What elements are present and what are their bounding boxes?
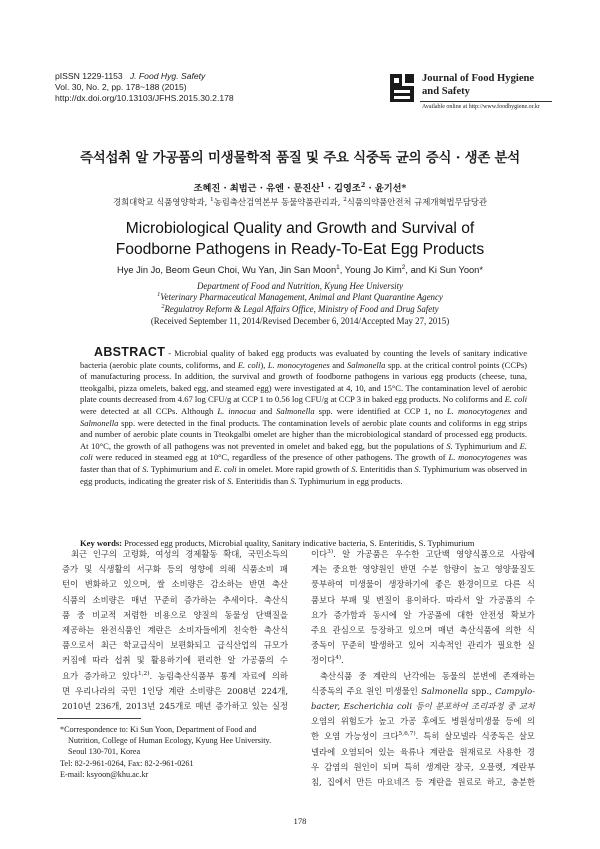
body-line: 침, 집에서 만든 마요네즈 등 계란을 원료로 하고, 충분한 [311, 777, 535, 788]
abstract-segment: Typhimurium and [148, 463, 215, 474]
abstract-segment: was faster than that of [80, 452, 527, 474]
keywords-text: Processed egg products, Microbial quality, Sanitary indicative bacteria, S. Enteritidis, S. Typhimurium [122, 538, 475, 548]
keywords-label: Key words: [80, 538, 123, 548]
doi-link[interactable]: http://dx.doi.org/10.13103/JFHS.2015.30.2.178 [55, 93, 234, 103]
abstract-segment: in omelet. More rapid growth of [236, 463, 352, 474]
abstract-segment: Enteritidis than [233, 475, 291, 486]
email-link[interactable]: E-mail: ksyoon@khu.ac.kr [60, 769, 149, 779]
abstract-segment: S. [290, 475, 297, 486]
abstract-segment: - Microbial quality of baked egg products was evaluated by counting the levels of sanitary indicative bacteria (aerobic plate counts, coliforms, and [80, 348, 527, 370]
abstract-segment: Salmonella [347, 359, 386, 370]
authors-korean: 조혜진 · 최범근 · 유엔 · 문진산$^1$ · 김영조$^2$ · 윤기선* [193, 180, 407, 194]
journal-meta [55, 71, 234, 104]
abstract-segment: and [255, 405, 277, 416]
body-line: 최근 인구의 고령화, 여성의 경제활동 확대, 국민소득의 [71, 549, 288, 559]
issn: pISSN 1229-1153 [55, 71, 123, 81]
body-line: 품 중 비교적 저렴한 비용으로 양질의 동물성 단백질을 [62, 609, 288, 620]
abstract-segment: Salmonella [80, 417, 119, 428]
abstract-segment: E. coli [504, 394, 528, 405]
abstract-label: ABSTRACT [94, 345, 166, 359]
abstract-segment: E. coli [214, 463, 237, 474]
body-line: 이다$^{3)}$. 알 가공품은 우수한 고단백 영양식품으로 사람에 [311, 549, 535, 559]
body-line: 주요 관심으로 등장하고 있으며 매년 축산식품에 의한 식 [311, 625, 535, 636]
abstract-segment: L. monocytogenes [267, 359, 330, 370]
affiliation-english-dept: Department of Food and Nutrition, Kyung Hee University [196, 281, 404, 291]
body-line: 중독이 꾸준히 발생하고 있어 지속적인 관리가 필요한 실 [311, 640, 535, 651]
body-right-column [311, 547, 535, 790]
body-line: 커짐에 따라 섭취 및 활용하기에 편리한 알 가공품의 수 [62, 655, 288, 666]
abstract-segment: ), [260, 359, 268, 370]
body-left-column [62, 547, 288, 714]
body-line: 요가 증가하고 있다$^{1,2)}$. 농림축산식품부 통계 자료에 의하 [62, 670, 288, 681]
abstract-segment: and [510, 405, 527, 416]
abstract-segment: and [329, 359, 347, 370]
body-line: 식품의 소비량은 매년 꾸준히 증가하는 추세이다. 축산식 [62, 594, 288, 605]
abstract-segment: spp. were identified at CCP 1, no [314, 405, 448, 416]
abstract-segment: L. monocytogenes [447, 405, 511, 416]
abstract-segment: S. [414, 463, 421, 474]
body-line: 제공하는 완전식품인 계란은 소비자들에게 친숙한 축산식 [62, 625, 288, 636]
body-line: 넬라에 오염되어 있는 육류나 계란을 원재료로 사용한 경 [311, 746, 535, 757]
body-line: 풍부하여 미생물이 생장하기에 좋은 환경이므로 다른 식 [311, 579, 535, 590]
body-line: 품으로서 최근 학교급식이 보편화되고 급식산업의 규모가 [62, 640, 288, 651]
volume-line: Vol. 30, No. 2, pp. 178~188 (2015) [55, 82, 187, 92]
abstract-segment: Salmonella [276, 405, 315, 416]
journal-abbrev: J. Food Hyg. Safety [129, 71, 206, 81]
affiliation-english-2: $^2$Regulatroy Reform & Legal Affairs Office, Ministry of Food and Drug Safety [161, 303, 439, 314]
body-line: 우 감염의 원인이 되며 특히 생계란 장국, 오믈렛, 계란부 [311, 761, 535, 772]
abstract-segment: Typhimurium in egg products. [296, 475, 403, 486]
correspondence-footnote: *Correspondence to: Ki Sun Yoon, Department of Food and Nutrition, College of Human Ecology, Kyung Hee University. Seoul 130-701, Korea Tel: 82-2-961-0264, Fax: 82-2-961-0261 E-mail: ksyoon@khu.ac.kr [60, 724, 288, 780]
abstract-segment: L. monocytogenes [448, 452, 511, 463]
abstract-segment: were detected at all CCPs. Although [80, 405, 218, 416]
body-line: 오염의 위험도가 높고 가공 후에도 병원성미생물 등에 의 [311, 716, 535, 727]
abstract-segment: Typhimurium and [452, 440, 520, 451]
abstract-segment: S. [227, 475, 234, 486]
authors-english: Hye Jin Jo, Beom Geun Choi, Wu Yan, Jin San Moon$^1$, Young Jo Kim$^2$, and Ki Sun Yoon* [117, 263, 483, 275]
title-korean: 즉석섭취 알 가공품의 미생물학적 품질 및 주요 식중독 균의 증식 · 생존 분석 [79, 150, 521, 166]
body-line: bacter, Escherichia coli 등이 분포하여 조리과정 중 교차 [311, 701, 535, 712]
received-dates: (Received September 11, 2014/Revised December 6, 2014/Accepted May 27, 2015) [150, 316, 450, 326]
body-line: 게는 중요한 영양원인 반면 수분 함량이 높고 영양물질도 [311, 564, 535, 575]
abstract-segment: S. [142, 463, 149, 474]
abstract-segment: spp. at the critical control points (CCPs) of manufacturing process. In addition, the survival and growth of foodborne pathogens in various egg products (cheese, tuna, tteokgalbi, pizza omelets, baked egg, and steamed egg) were investigated at 4, 10, and 15°C. The contamination level of aerobic plate counts decreased from 4.67 log CFU/g at CCP 1 to 0.56 log CFU/g at CCP 3 in baked egg products. No coliforms and [80, 359, 527, 405]
abstract-segment: were reduced in steamed egg at 10°C, regardless of the presence of other pathogens. The growth of [92, 452, 449, 463]
footnote-divider [57, 718, 141, 719]
abstract-segment: spp. were detected in the final products. The contamination levels of aerobic plate counts and coliforms in egg strips and number of aerobic plate counts in Tteokgalbi omelet are higher than the microbiological standard of processed egg products. At 10°C, the growth of all pathogens was not prevented in omelet and baked egg, but the populations of [80, 417, 527, 451]
logo-divider [420, 101, 552, 102]
body-line: 정이다$^{4)}$. [311, 655, 344, 666]
title-english-line2: Foodborne Pathogens in Ready-To-Eat Egg Products [115, 241, 485, 258]
journal-logo-text: Journal of Food Hygiene and Safety [422, 73, 535, 97]
body-line: 요가 증가함과 동시에 알 가공품에 대한 안전성 확보가 [311, 609, 535, 620]
body-line: 품보다 부패 및 변질이 용이하다. 따라서 알 가공품의 수 [311, 594, 535, 605]
abstract-body [80, 348, 527, 486]
body-line: 2010년 236개, 2013년 245개로 매년 증가하고 있는 실정 [62, 701, 288, 712]
affiliation-korean: 경희대학교 식품영양학과, $^1$농림축산검역본부 동물약품관리과, $^2$식품의약품안전처 규제개혁법무담당관 [113, 197, 487, 207]
journal-logo [388, 72, 553, 122]
abstract-segment: Typhimurium was observed in egg products, indicating the greater risk of [80, 463, 528, 486]
body-line: 한 오염 가능성이 크다$^{5,6,7)}$. 특히 살모넬라 식중독은 살모 [311, 731, 535, 742]
abstract-segment: E. coli [80, 440, 527, 463]
abstract-segment: S. [446, 440, 453, 451]
abstract-segment: S. [351, 463, 358, 474]
body-line: 식중독의 주요 원인 미생물인 Salmonella spp., Campylo- [311, 685, 535, 696]
body-line: 축산식품 중 계란의 난각에는 동물의 분변에 존재하는 [320, 670, 535, 681]
title-english-line1: Microbiological Quality and Growth and Survival of [125, 220, 475, 237]
journal-logo-icon [388, 72, 416, 104]
abstract-segment: Enteritidis than [357, 463, 415, 474]
body-line: 턴이 변화하고 있으며, 쌀 소비량은 감소하는 반면 축산 [62, 579, 288, 590]
page-number: 178 [293, 816, 307, 826]
abstract-segment: L. innocua [217, 405, 256, 416]
affiliation-english-1: $^1$Veterinary Pharmaceutical Management, Animal and Plant Quarantine Agency [157, 291, 443, 302]
abstract [80, 347, 527, 487]
journal-url[interactable]: Available online at http://www.foodhygiene.or.kr [422, 104, 540, 110]
body-line: 증가 및 식생활의 서구화 등의 영향에 의해 식품소비 패 [62, 564, 288, 575]
abstract-segment: E. coli [237, 359, 261, 370]
body-line: 면 우리나라의 국민 1인당 계란 소비량은 2008년 224개, [62, 685, 288, 696]
